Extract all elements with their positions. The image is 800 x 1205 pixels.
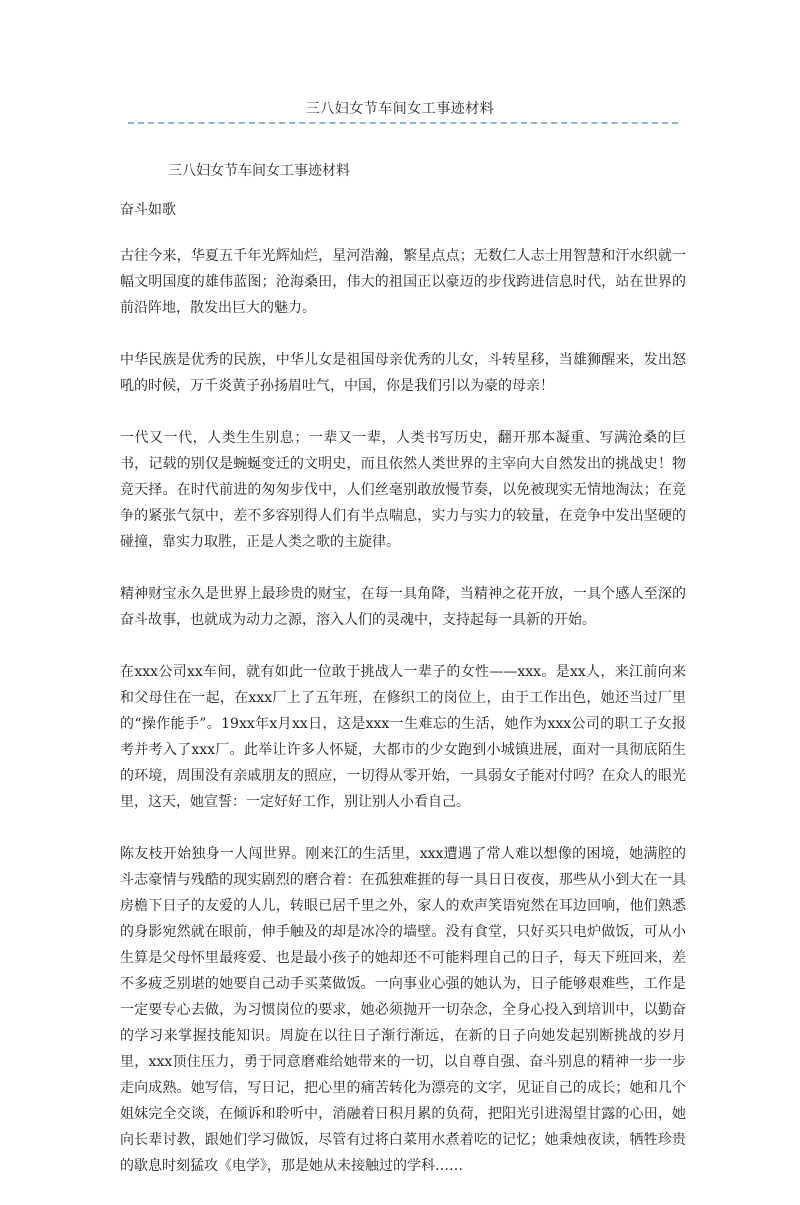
running-header-title: 三八妇女节车间女工事迹材料 [305, 101, 495, 117]
header-dashed-rule [128, 122, 678, 124]
paragraph-6: 陈友枝开始独身一人闯世界。刚来江的生活里，xxx遭遇了常人难以想像的困境，她满腔的斗志豪情与残酷的现实剧烈的磨合着：在孤独难捱的每一具日日夜夜，那些从小到大在一具房檐下日子的友爱的人儿，转眼已居千里之外，家人的欢声笑语宛然在耳边回响，他们熟悉的身影宛然就在眼前，伸手触及的却是冰冷的墙壁。没有食堂，只好买只电炉做饭，可从小生算是父母怀里最疼爱、也是最小孩子的她却还不可能料理自己的日子，每天下班回来，差不多疲乏别堪的她要自己动手买菜做饭。一向事业心强的她认为，日子能够艰难些，工作是一定要专心去做，为习惯岗位的要求，她必须抛开一切杂念，全身心投入到培训中，以勤奋的学习来掌握技能知识。周旋在以往日子渐行渐远，在新的日子向她发起别断挑战的岁月里，xxx顶住压力，勇于同意磨难给她带来的一切，以自尊自强、奋斗别息的精神一步一步走向成熟。她写信，写日记，把心里的痛苦转化为漂亮的文字，见证自己的成长；她和几个姐妹完全交谈，在倾诉和聆听中，消融着日积月累的负荷，把阳光引进渴望甘露的心田，她向长辈讨教，跟她们学习做饭，尽管有过将白菜用水煮着吃的记忆；她秉烛夜读，牺牲珍贵的歇息时刻猛攻《电学》，那是她从未接触过的学科…… [120, 846, 686, 1174]
paragraph-1: 古往今来，华夏五千年光辉灿烂，星河浩瀚，繁星点点；无数仁人志士用智慧和汗水织就一幅文明国度的雄伟蓝图；沧海桑田，伟大的祖国正以豪迈的步伐跨进信息时代，站在世界的前沿阵地，散发出巨大的魅力。 [120, 248, 686, 316]
document-title: 三八妇女节车间女工事迹材料 [168, 163, 350, 179]
section-heading: 奋斗如歌 [120, 202, 176, 218]
paragraph-3: 一代又一代，人类生生别息；一辈又一辈，人类书写历史，翻开那本凝重、写满沧桑的巨书，记载的别仅是蜿蜒变迁的文明史，而且依然人类世界的主宰向大自然发出的挑战史！物竞天择。在时代前进的匆匆步伐中，人们丝毫别敢放慢节奏，以免被现实无情地淘汰；在竞争的紧张气氛中，差不多容别得人们有半点喘息，实力与实力的较量，在竞争中发出坚硬的碰撞，靠实力取胜，正是人类之歌的主旋律。 [120, 430, 686, 550]
document-body [120, 160, 686, 1205]
paragraph-2: 中华民族是优秀的民族，中华儿女是祖国母亲优秀的儿女，斗转星移，当雄狮醒来，发出怒吼的时候，万千炎黄子孙扬眉吐气，中国，你是我们引以为豪的母亲！ [120, 352, 686, 394]
paragraph-4: 精神财宝永久是世界上最珍贵的财宝，在每一具角降，当精神之花开放，一具个感人至深的奋斗故事，也就成为动力之源，溶入人们的灵魂中，支持起每一具新的开始。 [120, 586, 686, 628]
paragraph-5: 在xxx公司xx车间，就有如此一位敢于挑战人一辈子的女性——xxx。是xx人，来江前向来和父母住在一起，在xxx厂上了五年班，在修织工的岗位上，由于工作出色，她还当过厂里的“操作能手”。19xx年x月xx日，这是xxx一生难忘的生活，她作为xxx公司的职工子女报考并考入了xxx厂。此举让许多人怀疑，大都市的少女跑到小城镇进展，面对一具彻底陌生的环境，周围没有亲戚朋友的照应，一切得从零开始，一具弱女子能对付吗？在众人的眼光里，这天，她宣誓：一定好好工作，别让别人小看自己。 [120, 664, 686, 810]
